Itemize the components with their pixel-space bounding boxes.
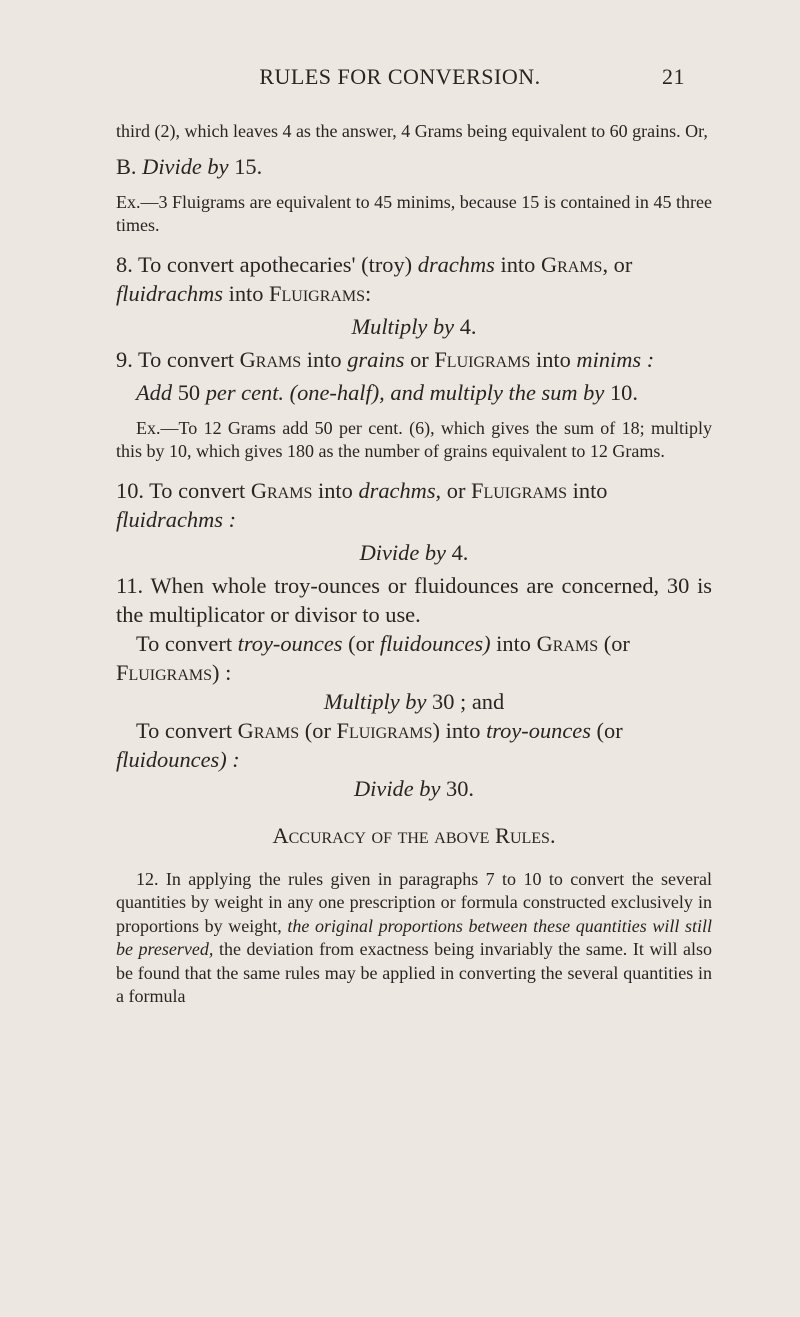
header-title: RULES FOR CONVERSION. [259,64,541,89]
rule-11: 11. When whole troy-ounces or fluidounces are concerned, 30 is the multiplicator or divisor to use. [116,572,712,627]
page-number: 21 [662,64,685,89]
page-body [116,120,712,1009]
paragraph-continuation: third (2), which leaves 4 as the answer, 4 Grams being equivalent to 60 grains. Or, [116,121,708,141]
rule-b: B. Divide by 15. [116,153,263,179]
section-title: Accuracy of the above Rules. [272,822,556,848]
example-fluigrams: Ex.—3 Fluigrams are equivalent to 45 minims, because 15 is contained in 45 three times. [116,191,712,235]
rule-10-instruction: Divide by 4. [359,539,469,565]
rule-9: 9. To convert Grams into grains or Fluigrams into minims : [116,346,655,372]
running-header [0,64,800,90]
rule-11-multiply: Multiply by 30 ; and [323,688,505,714]
rule-11-grams-to-troy: To convert Grams (or Fluigrams) into troy-ounces (or fluidounces) : [116,717,623,772]
example-grams: Ex.—To 12 Grams add 50 per cent. (6), which gives the sum of 18; multiply this by 10, which gives 180 as the number of grains equivalent to 12 Grams. [116,417,712,461]
rule-8: 8. To convert apothecaries' (troy) drachms into Grams, or fluidrachms into Fluigrams: [116,251,633,306]
rule-10: 10. To convert Grams into drachms, or Fluigrams into fluidrachms : [116,477,608,532]
rule-11-divide: Divide by 30. [353,775,475,801]
rule-8-instruction: Multiply by 4. [351,313,477,339]
rule-11-troy-to-grams: To convert troy-ounces (or fluidounces) into Grams (or Fluigrams) : [116,630,630,685]
rule-9-instruction: Add 50 per cent. (one-half), and multiply the sum by 10. [136,379,638,405]
paragraph-12: 12. In applying the rules given in paragraphs 7 to 10 to convert the several quantities by weight in any one prescription or formula constructed exclusively in proportions by weight, the original proportions between these quantities will still be preserved, the deviation from exactness being invariably the same. It will also be found that the same rules may be applied in converting the several quantities in a formula [116,868,713,1006]
